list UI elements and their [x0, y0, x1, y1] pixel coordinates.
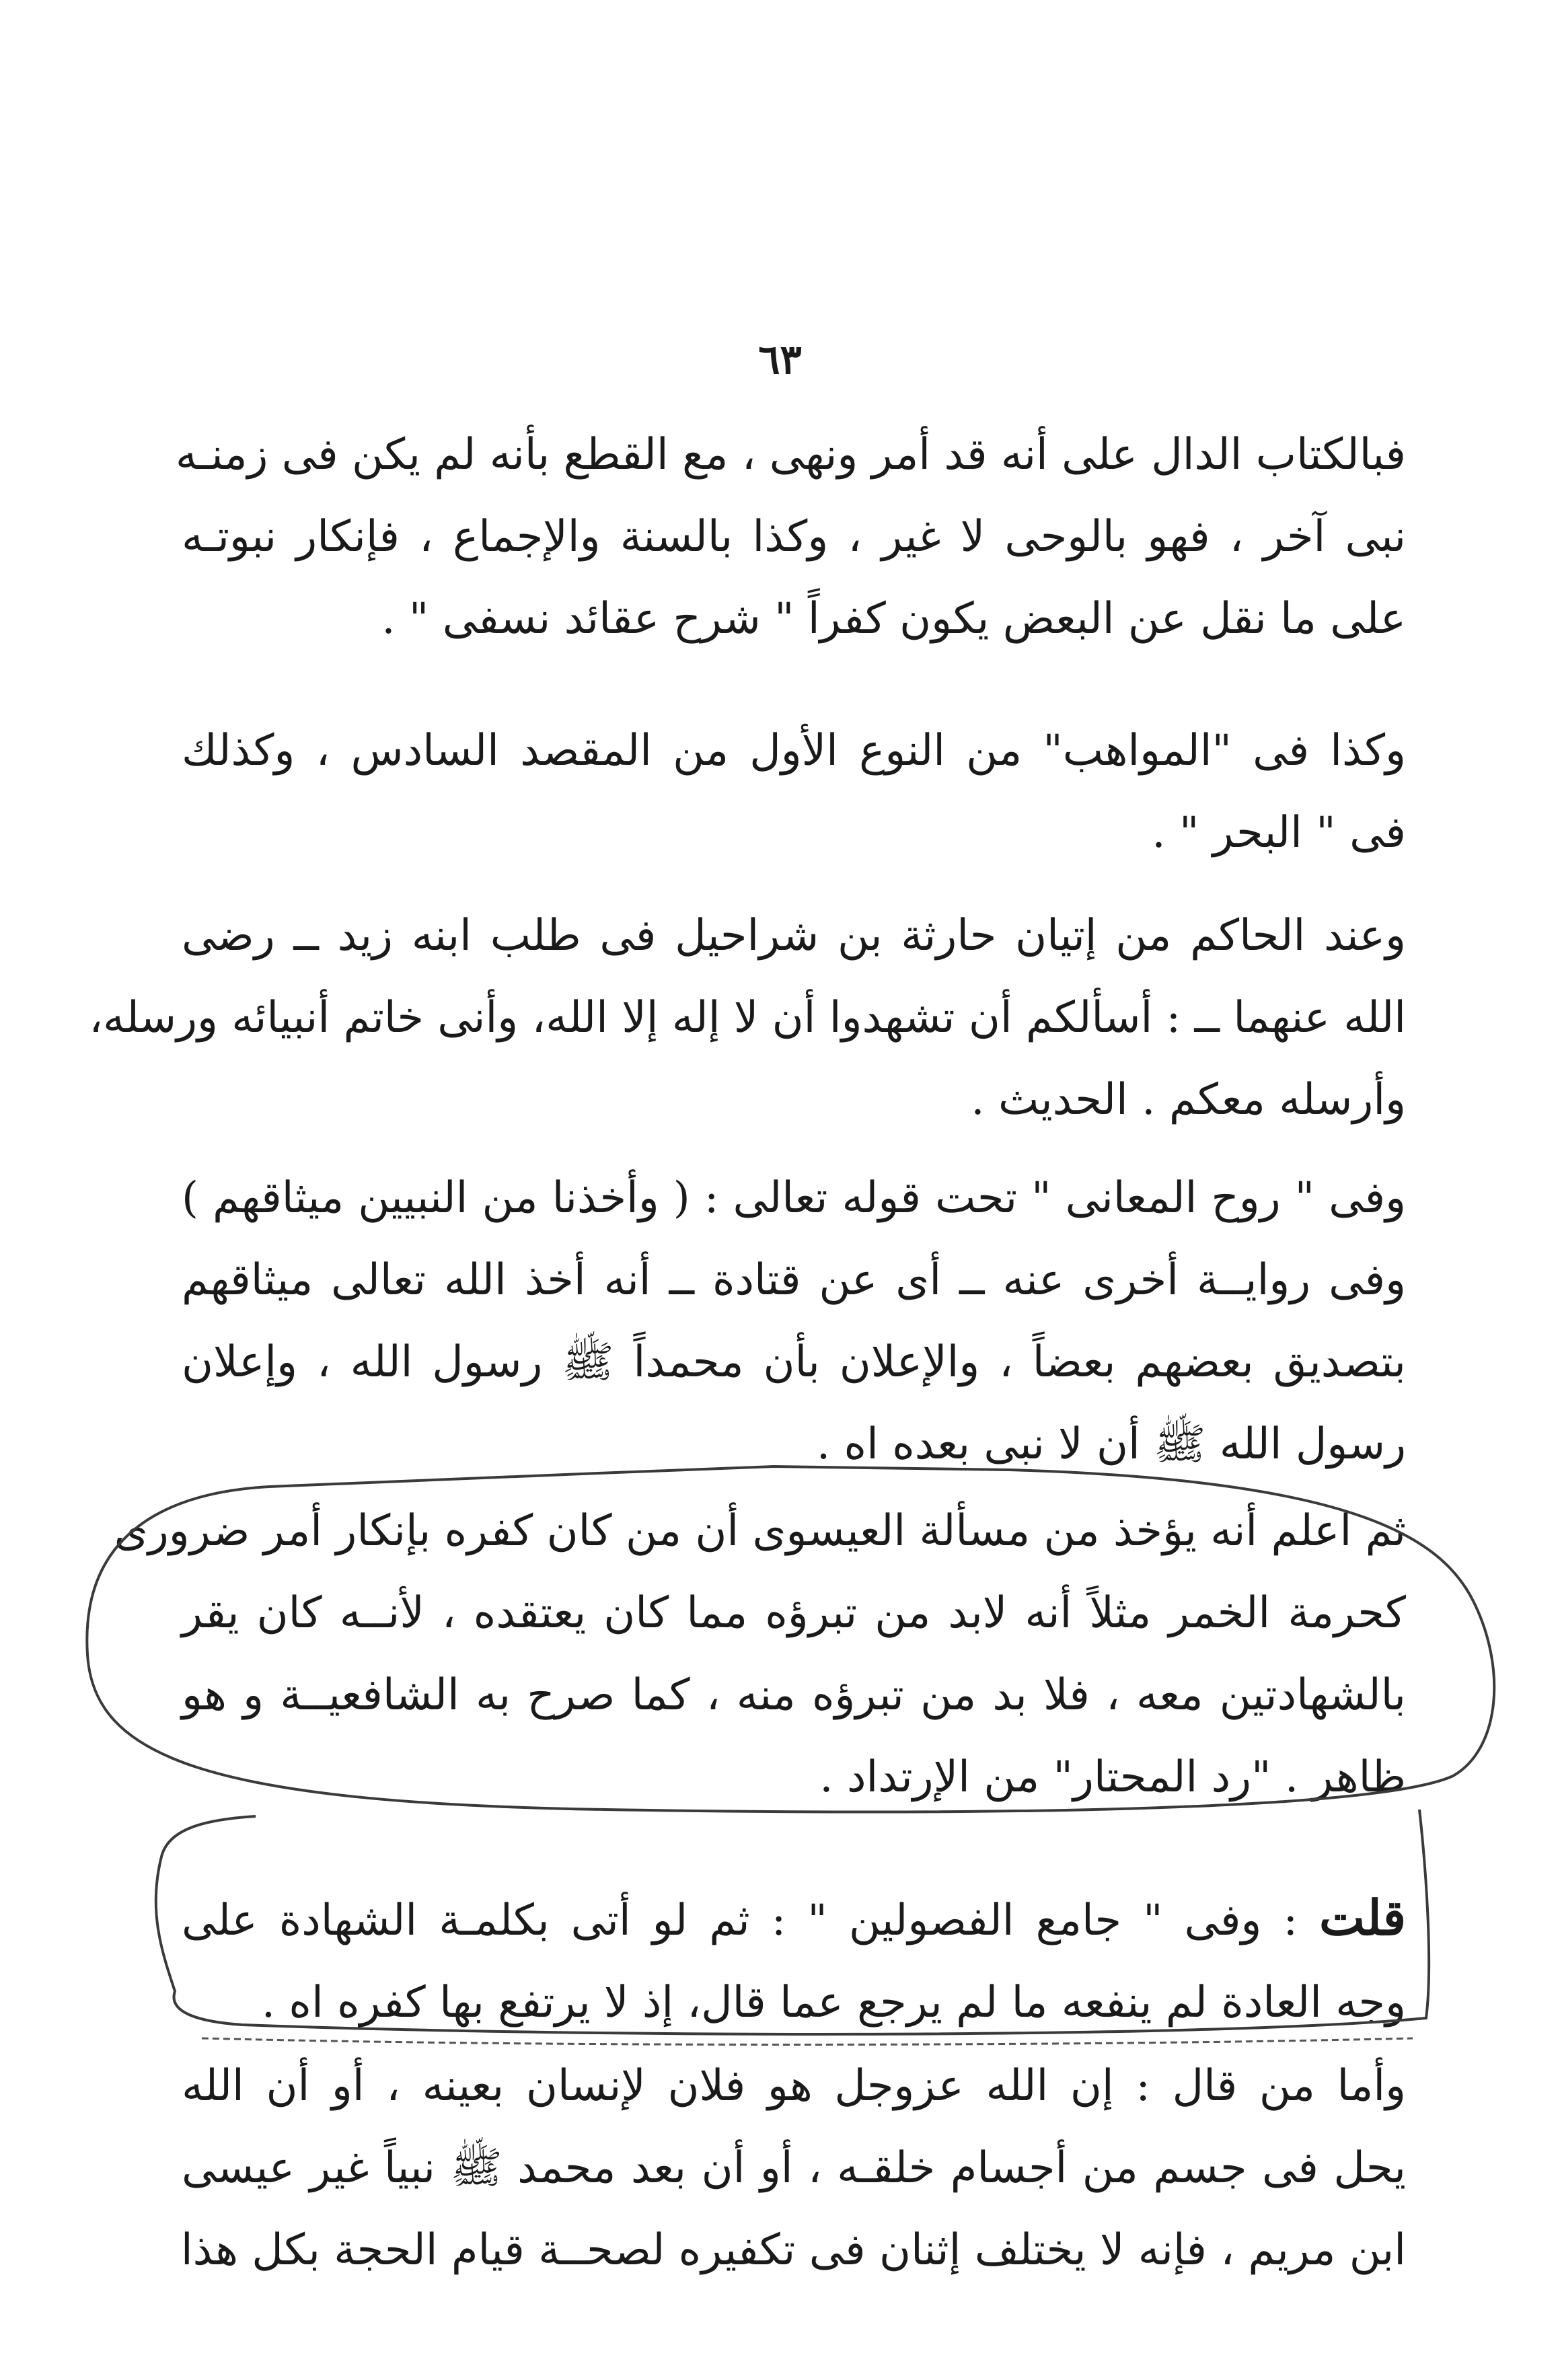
- qalat-text: : وفى " جامع الفصولين " : ثم لو أتى بكلمـة الشهادة على: [182, 1896, 1298, 1945]
- paragraph-5-circled: [114, 1490, 1407, 1818]
- text-line: وكذا فى "المواهب" من النوع الأول من المقصد السادس ، وكذلك: [182, 726, 1406, 776]
- text-line: وفى " روح المعانى " تحت قوله تعالى : ( وأخذنا من النبيين ميثاقهم ): [182, 1173, 1406, 1223]
- text-line: الله عنهما ــ : أسألكم أن تشهدوا أن لا إله إلا الله، وأنى خاتم أنبيائه ورسله،: [89, 993, 1406, 1043]
- text-line: [182, 1877, 1406, 1962]
- paragraph-3: [89, 895, 1406, 1141]
- text-line: وعند الحاكم من إتيان حارثة بن شراحيل فى طلب ابنه زيد ــ رضى: [182, 911, 1406, 961]
- text-line: ظاهر . "رد المحتار" من الإرتداد .: [819, 1752, 1406, 1802]
- paragraph-4: [182, 1157, 1406, 1485]
- text-line: وأرسله معكم . الحديث .: [971, 1075, 1406, 1125]
- text-line: ثم اعلم أنه يؤخذ من مسألة العيسوى أن من كان كفره بإنكار أمر ضرورى: [114, 1506, 1406, 1556]
- text-line: بالشهادتين معه ، فلا بد من تبرؤه منه ، كما صرح به الشافعيــة و هو: [182, 1670, 1406, 1720]
- paragraph-7: [182, 2045, 1406, 2291]
- text-line: بتصديق بعضهم بعضاً ، والإعلان بأن محمداً ﷺ رسول الله ، وإعلان: [182, 1337, 1406, 1387]
- paragraph-6-circled: [182, 1877, 1406, 2044]
- text-line: ابن مريم ، فإنه لا يختلف إثنان فى تكفيره لصحــة قيام الحجة بكل هذا: [180, 2225, 1406, 2275]
- text-line: كحرمة الخمر مثلاً أنه لابد من تبرؤه مما كان يعتقده ، لأنــه كان يقر: [182, 1588, 1407, 1638]
- text-line: وجه العادة لم ينفعه ما لم يرجع عما قال، إذ لا يرتفع بها كفره اه .: [261, 1978, 1406, 2028]
- paragraph-2: [182, 710, 1406, 874]
- qalat-label: قلت: [1319, 1889, 1406, 1946]
- page-number: ٦٣: [758, 336, 802, 383]
- text-line: فى " البحر " .: [1152, 808, 1406, 858]
- text-line: نبى آخر ، فهو بالوحى لا غير ، وكذا بالسنة والإجماع ، فإنكار نبوتـه: [182, 512, 1406, 562]
- text-line: يحل فى جسم من أجسام خلقـه ، أو أن بعد محمد ﷺ نبياً غير عيسى: [182, 2143, 1406, 2193]
- text-line: فبالكتاب الدال على أنه قد أمر ونهى ، مع القطع بأنه لم يكن فى زمنـه: [175, 430, 1406, 480]
- text-line: وفى روايــة أخرى عنه ــ أى عن قتادة ــ أنه أخذ الله تعالى ميثاقهم: [182, 1255, 1407, 1305]
- text-line: وأما من قال : إن الله عزوجل هو فلان لإنسان بعينه ، أو أن الله: [182, 2061, 1406, 2111]
- text-line: على ما نقل عن البعض يكون كفراً " شرح عقائد نسفى " .: [381, 594, 1406, 644]
- text-line: رسول الله ﷺ أن لا نبى بعده اه .: [816, 1419, 1406, 1469]
- paragraph-1: [175, 414, 1406, 660]
